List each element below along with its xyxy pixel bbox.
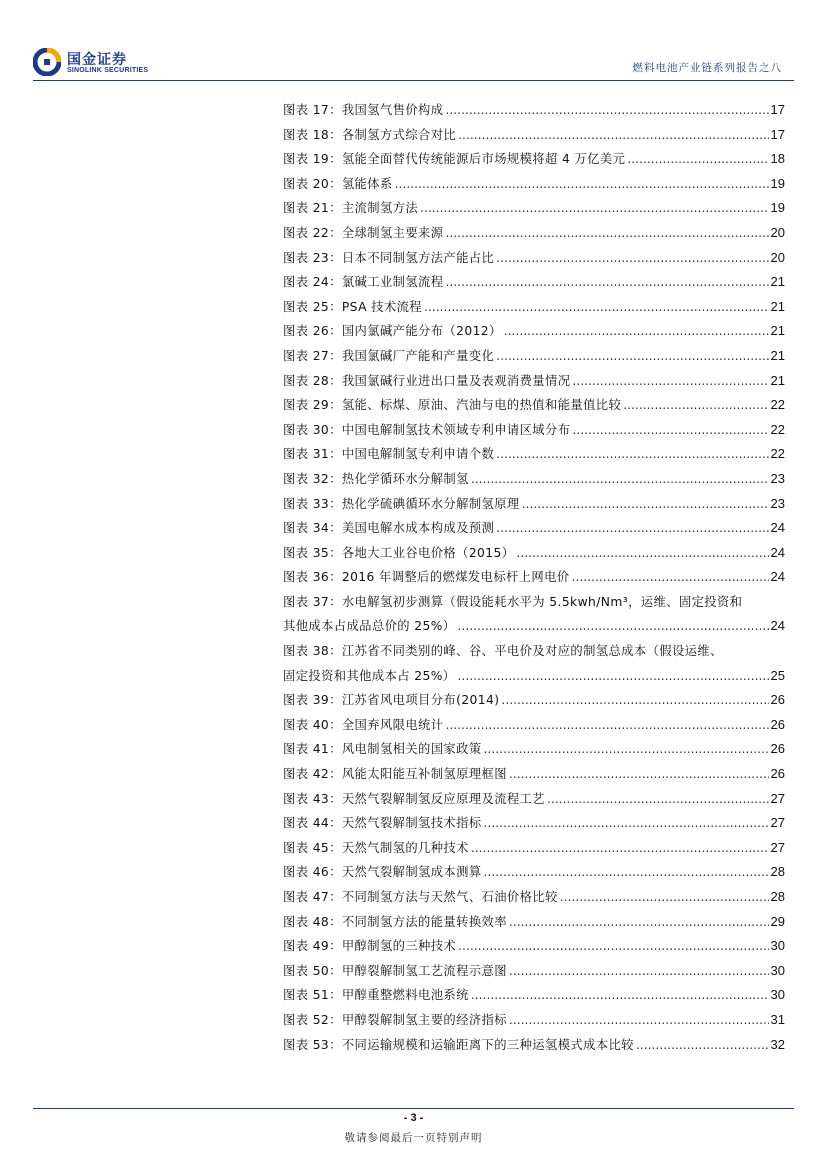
toc-entry-label: 图表 32：热化学循环水分解制氢	[283, 471, 469, 486]
toc-entry-label: 图表 49：甲醇制氢的三种技术	[283, 939, 457, 954]
toc-entry-label: 图表 33：热化学硫碘循环水分解制氢原理	[283, 496, 520, 511]
dot-leader	[504, 319, 769, 344]
dot-leader	[560, 885, 769, 910]
dot-leader	[471, 836, 769, 861]
figure-list-toc	[283, 98, 785, 1057]
dot-leader	[496, 442, 768, 467]
toc-entry-label: 图表 23：日本不同制氢方法产能占比	[283, 250, 495, 265]
toc-entry-page: 24	[770, 520, 785, 536]
company-logo	[33, 46, 183, 80]
toc-entry-page: 26	[770, 766, 785, 782]
toc-entry-page: 17	[770, 102, 785, 117]
toc-entry-page: 27	[770, 790, 785, 806]
toc-entry[interactable]	[283, 319, 785, 344]
dot-leader	[516, 541, 768, 566]
toc-entry-page: 21	[770, 347, 785, 363]
toc-entry-label: 图表 37：水电解氢初步测算（假设能耗水平为 5.5kwh/Nm³，运维、固定投资和	[283, 594, 743, 609]
toc-entry-label-cont: 固定投资和其他成本占 25%）	[283, 668, 456, 683]
dot-leader	[424, 295, 769, 320]
dot-leader	[484, 811, 769, 836]
toc-entry[interactable]	[283, 639, 785, 664]
dot-leader	[509, 762, 769, 787]
dot-leader	[509, 1008, 769, 1033]
toc-entry[interactable]	[283, 762, 785, 787]
toc-entry[interactable]	[283, 1033, 785, 1058]
toc-entry-page: 20	[770, 249, 785, 265]
page-header	[0, 0, 827, 82]
dot-leader	[445, 270, 768, 295]
dot-leader	[471, 983, 769, 1008]
toc-entry-label: 图表 47：不同制氢方法与天然气、石油价格比较	[283, 890, 558, 904]
toc-entry[interactable]	[283, 295, 785, 320]
toc-entry-label-cont: 其他成本占成品总价的 25%）	[283, 619, 456, 634]
dot-leader	[496, 246, 768, 271]
toc-entry[interactable]	[283, 393, 785, 418]
dot-leader	[445, 98, 768, 123]
dot-leader	[501, 688, 768, 713]
toc-entry-page: 21	[770, 372, 785, 388]
sinolink-logo-icon	[33, 48, 61, 76]
toc-entry-label: 图表 34：美国电解水成本构成及预测	[283, 521, 495, 536]
dot-leader	[458, 123, 768, 148]
toc-entry-page: 21	[770, 274, 785, 290]
toc-entry[interactable]	[283, 959, 785, 984]
toc-entry-page: 24	[770, 618, 785, 634]
toc-entry-page: 28	[770, 864, 785, 880]
toc-entry-label: 图表 20：氢能体系	[283, 176, 393, 191]
toc-entry-label: 图表 26：国内氯碱产能分布（2012）	[283, 324, 502, 339]
toc-entry-page: 18	[770, 151, 785, 167]
dot-leader	[458, 934, 768, 959]
toc-entry[interactable]	[283, 516, 785, 541]
dot-leader	[484, 737, 769, 762]
toc-entry-page: 27	[770, 815, 785, 831]
toc-entry[interactable]	[283, 713, 785, 738]
toc-entry[interactable]	[283, 147, 785, 172]
toc-entry-page: 22	[770, 446, 785, 462]
toc-entry-label: 图表 24：氯碱工业制氢流程	[283, 275, 444, 290]
dot-leader	[458, 614, 769, 639]
toc-entry[interactable]	[283, 467, 785, 492]
toc-entry[interactable]	[283, 737, 785, 762]
dot-leader	[420, 196, 769, 221]
toc-entry[interactable]	[283, 787, 785, 812]
dot-leader	[572, 565, 769, 590]
toc-entry[interactable]	[283, 590, 785, 615]
toc-entry-continuation[interactable]	[283, 664, 785, 689]
toc-entry-page: 22	[770, 421, 785, 437]
toc-entry-page: 19	[770, 175, 785, 191]
page-number: - 3 -	[403, 1112, 424, 1124]
toc-entry-label: 图表 38：江苏省不同类别的峰、谷、平电价及对应的制氢总成本（假设运维、	[283, 644, 723, 659]
toc-entry[interactable]	[283, 98, 785, 123]
toc-entry-label: 图表 53：不同运输规模和运输距离下的三种运氢模式成本比较	[283, 1037, 634, 1052]
toc-entry[interactable]	[283, 811, 785, 836]
toc-entry[interactable]	[283, 221, 785, 246]
toc-entry[interactable]	[283, 565, 785, 590]
header-divider	[33, 80, 794, 81]
dot-leader	[395, 172, 769, 197]
toc-entry-label: 图表 46：天然气裂解制氢成本测算	[283, 865, 482, 880]
dot-leader	[484, 860, 769, 885]
toc-entry-label: 图表 30：中国电解制氢技术领域专利申请区域分布	[283, 422, 571, 437]
toc-entry-page: 26	[770, 692, 785, 708]
toc-entry[interactable]	[283, 934, 785, 959]
toc-entry-label: 图表 27：我国氯碱厂产能和产量变化	[283, 348, 495, 363]
toc-entry-label: 图表 39：江苏省风电项目分布(2014)	[283, 693, 500, 708]
toc-entry-label: 图表 43：天然气裂解制氢反应原理及流程工艺	[283, 791, 545, 806]
toc-entry-page: 21	[770, 298, 785, 314]
toc-entry-label: 图表 44：天然气裂解制氢技术指标	[283, 816, 482, 831]
dot-leader	[522, 492, 769, 517]
dot-leader	[572, 369, 768, 394]
toc-entry-page: 24	[770, 544, 785, 560]
toc-entry-page: 24	[770, 569, 785, 585]
toc-entry[interactable]	[283, 369, 785, 394]
toc-entry-page: 20	[770, 224, 785, 240]
dot-leader	[547, 787, 769, 812]
toc-entry[interactable]	[283, 541, 785, 566]
toc-entry[interactable]	[283, 123, 785, 148]
toc-entry[interactable]	[283, 196, 785, 221]
logo-english-name: SINOLINK SECURITIES	[67, 67, 149, 74]
footer-divider	[33, 1108, 794, 1109]
toc-entry-page: 17	[770, 126, 785, 142]
toc-entry-label: 图表 35：各地大工业谷电价格（2015）	[283, 545, 515, 560]
toc-entry-label: 图表 48：不同制氢方法的能量转换效率	[283, 914, 507, 929]
toc-entry-label: 图表 22：全球制氢主要来源	[283, 225, 444, 240]
toc-entry-label: 图表 40：全国弃风限电统计	[283, 717, 444, 732]
toc-entry-label: 图表 51：甲醇重整燃料电池系统	[283, 988, 469, 1003]
toc-entry[interactable]	[283, 442, 785, 467]
toc-entry[interactable]	[283, 910, 785, 935]
toc-entry-label: 图表 19：氢能全面替代传统能源后市场规模将超 4 万亿美元	[283, 152, 626, 167]
toc-entry[interactable]	[283, 688, 785, 713]
toc-entry-label: 图表 50：甲醇裂解制氢工艺流程示意图	[283, 963, 507, 978]
toc-entry-page: 26	[770, 716, 785, 732]
toc-entry-label: 图表 28：我国氯碱行业进出口量及表观消费量情况	[283, 373, 571, 388]
dot-leader	[509, 959, 769, 984]
logo-chinese-name: 国金证券	[67, 52, 127, 68]
toc-entry[interactable]	[283, 1008, 785, 1033]
toc-entry-page: 19	[770, 200, 785, 216]
toc-entry-page: 26	[770, 741, 785, 757]
toc-entry-page: 22	[770, 397, 785, 413]
toc-entry[interactable]	[283, 885, 785, 910]
toc-entry-label: 图表 21：主流制氢方法	[283, 201, 419, 216]
toc-entry-continuation[interactable]	[283, 614, 785, 639]
toc-entry[interactable]	[283, 172, 785, 197]
dot-leader	[496, 516, 768, 541]
toc-entry-page: 25	[770, 667, 785, 683]
toc-entry-label: 图表 52：甲醇裂解制氢主要的经济指标	[283, 1012, 507, 1027]
toc-entry-page: 29	[770, 913, 785, 929]
toc-entry-page: 23	[770, 470, 785, 486]
toc-entry[interactable]	[283, 418, 785, 443]
dot-leader	[445, 713, 768, 738]
toc-entry-page: 21	[770, 323, 785, 339]
toc-entry-page: 28	[770, 889, 785, 904]
dot-leader	[509, 910, 769, 935]
dot-leader	[572, 418, 768, 443]
toc-entry[interactable]	[283, 983, 785, 1008]
disclaimer-note: 敬请参阅最后一页特别声明	[344, 1132, 483, 1144]
toc-entry-label: 图表 29：氢能、标煤、原油、汽油与电的热值和能量值比较	[283, 398, 622, 413]
toc-entry-label: 图表 36：2016 年调整后的燃煤发电标杆上网电价	[283, 570, 570, 585]
toc-entry[interactable]	[283, 246, 785, 271]
toc-entry-label: 图表 18：各制氢方式综合对比	[283, 127, 457, 142]
toc-entry-label: 图表 45：天然气制氢的几种技术	[283, 840, 469, 855]
toc-entry-label: 图表 17：我国氢气售价构成	[283, 103, 444, 117]
toc-entry[interactable]	[283, 492, 785, 517]
dot-leader	[458, 664, 769, 689]
toc-entry-page: 30	[770, 938, 785, 954]
dot-leader	[496, 344, 768, 369]
toc-entry[interactable]	[283, 270, 785, 295]
dot-leader	[471, 467, 769, 492]
toc-entry-label: 图表 25：PSA 技术流程	[283, 299, 423, 314]
toc-entry-page: 32	[770, 1036, 785, 1052]
toc-entry[interactable]	[283, 860, 785, 885]
toc-entry-page: 27	[770, 839, 785, 855]
toc-entry[interactable]	[283, 836, 785, 861]
dot-leader	[636, 1033, 769, 1058]
toc-entry-page: 30	[770, 987, 785, 1003]
toc-entry-page: 31	[770, 1011, 785, 1027]
dot-leader	[445, 221, 768, 246]
toc-entry-label: 图表 41：风电制氢相关的国家政策	[283, 742, 482, 757]
toc-entry-page: 23	[770, 495, 785, 511]
toc-entry-label: 图表 42：风能太阳能互补制氢原理框图	[283, 767, 507, 782]
dot-leader	[623, 393, 768, 418]
report-series-title: 燃料电池产业链系列报告之八	[632, 62, 782, 74]
toc-entry[interactable]	[283, 344, 785, 369]
toc-entry-page: 30	[770, 962, 785, 978]
toc-entry-label: 图表 31：中国电解制氢专利申请个数	[283, 447, 495, 462]
dot-leader	[627, 147, 768, 172]
